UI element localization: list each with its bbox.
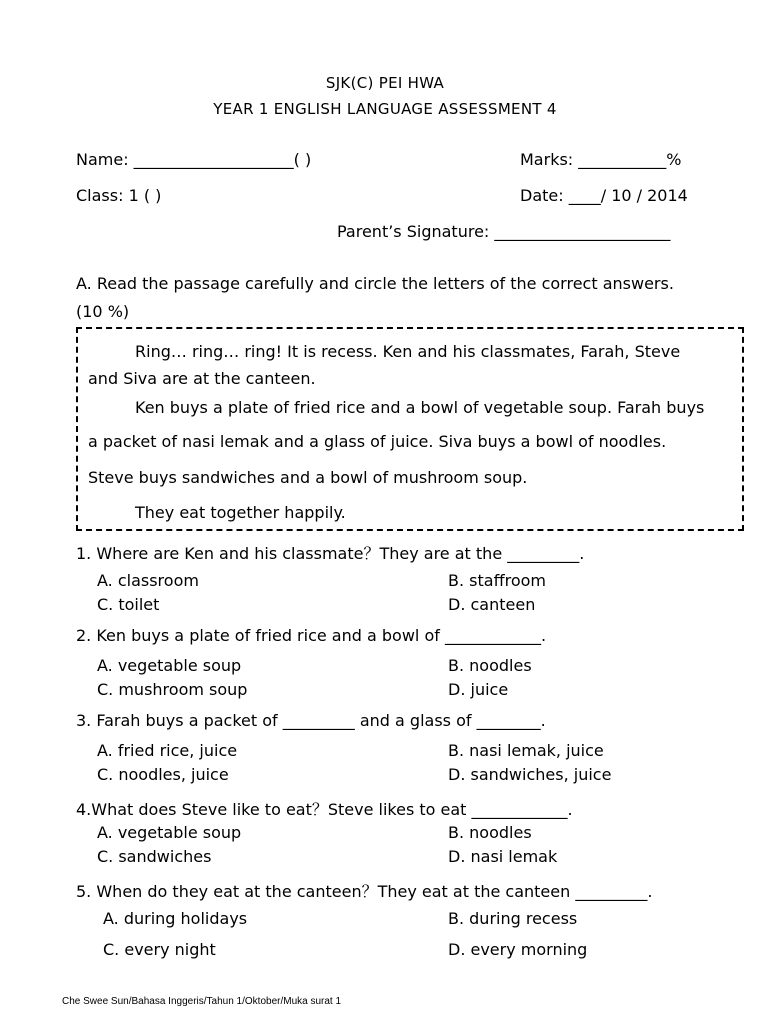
q5-option-b[interactable]: B. during recess: [448, 909, 578, 928]
q5-option-c[interactable]: C. every night: [103, 940, 216, 959]
question-4: 4.What does Steve like to eat？Steve likes to eat ____________.: [76, 800, 573, 819]
q2-option-d[interactable]: D. juice: [448, 680, 509, 699]
date-field-label: Date: ____/ 10 / 2014: [520, 186, 688, 205]
passage-line: a packet of nasi lemak and a glass of juice. Siva buys a bowl of noodles.: [88, 432, 667, 451]
section-a-marks: (10 %): [76, 302, 130, 321]
passage-line: Ken buys a plate of fried rice and a bowl of vegetable soup. Farah buys: [135, 398, 705, 417]
q5-option-d[interactable]: D. every morning: [448, 940, 588, 959]
q4-option-a[interactable]: A. vegetable soup: [97, 823, 242, 842]
passage-line: and Siva are at the canteen.: [88, 369, 316, 388]
name-field-label: Name: ____________________( ): [76, 150, 312, 169]
q3-option-a[interactable]: A. fried rice, juice: [97, 741, 238, 760]
q4-option-c[interactable]: C. sandwiches: [97, 847, 212, 866]
q1-option-a[interactable]: A. classroom: [97, 571, 199, 590]
passage-line: Ring… ring… ring! It is recess. Ken and his classmates, Farah, Steve: [135, 342, 681, 361]
q2-option-b[interactable]: B. noodles: [448, 656, 532, 675]
q4-option-d[interactable]: D. nasi lemak: [448, 847, 558, 866]
parent-signature-label: Parent’s Signature: ______________________: [337, 222, 671, 241]
question-2: 2. Ken buys a plate of fried rice and a bowl of ____________.: [76, 626, 547, 645]
passage-line: They eat together happily.: [135, 503, 346, 522]
q2-option-c[interactable]: C. mushroom soup: [97, 680, 248, 699]
page-footer: Che Swee Sun/Bahasa Inggeris/Tahun 1/Oktober/Muka surat 1: [62, 996, 342, 1007]
q3-option-d[interactable]: D. sandwiches, juice: [448, 765, 612, 784]
q4-option-b[interactable]: B. noodles: [448, 823, 532, 842]
marks-field-label: Marks: ___________%: [520, 150, 682, 169]
q5-option-a[interactable]: A. during holidays: [103, 909, 248, 928]
school-name: SJK(C) PEI HWA: [325, 74, 445, 92]
q3-option-c[interactable]: C. noodles, juice: [97, 765, 229, 784]
q2-option-a[interactable]: A. vegetable soup: [97, 656, 242, 675]
q1-option-b[interactable]: B. staffroom: [448, 571, 546, 590]
q1-option-d[interactable]: D. canteen: [448, 595, 536, 614]
q3-option-b[interactable]: B. nasi lemak, juice: [448, 741, 604, 760]
question-3: 3. Farah buys a packet of _________ and a glass of ________.: [76, 711, 546, 730]
question-1: 1. Where are Ken and his classmate？They are at the _________.: [76, 544, 585, 563]
q1-option-c[interactable]: C. toilet: [97, 595, 160, 614]
question-5: 5. When do they eat at the canteen？They eat at the canteen _________.: [76, 882, 653, 901]
passage-line: Steve buys sandwiches and a bowl of mushroom soup.: [88, 468, 528, 487]
class-field-label: Class: 1 ( ): [76, 186, 162, 205]
section-a-instruction: A. Read the passage carefully and circle the letters of the correct answers.: [76, 274, 674, 293]
assessment-title: YEAR 1 ENGLISH LANGUAGE ASSESSMENT 4: [213, 100, 557, 118]
